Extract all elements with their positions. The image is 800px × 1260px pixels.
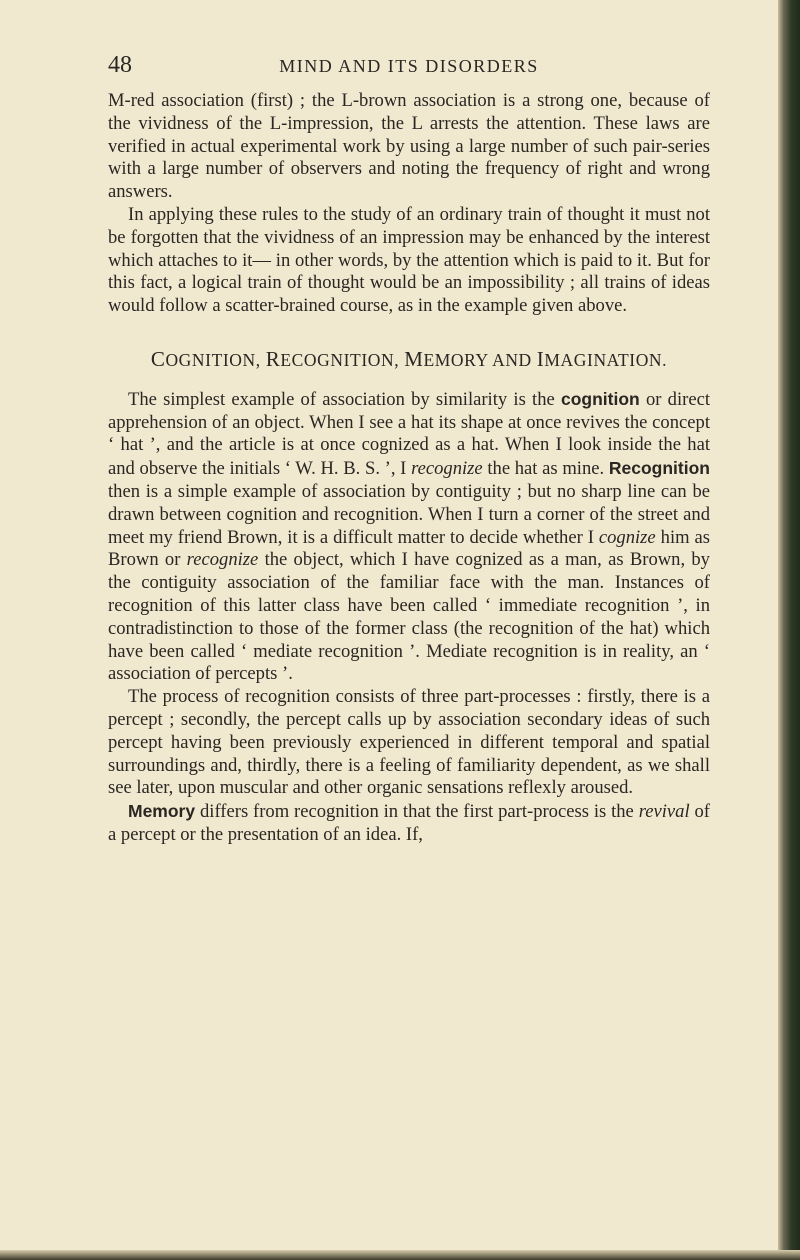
text-run: The simplest example of association by similarity is the <box>128 388 555 410</box>
paragraph-3 <box>108 388 710 686</box>
running-title: MIND AND ITS DISORDERS <box>279 56 539 76</box>
emphasis: revival <box>638 801 690 823</box>
section-heading <box>108 348 710 372</box>
page-number: 48 <box>108 52 132 78</box>
page-edge-shadow <box>778 0 800 1260</box>
body-text <box>108 90 710 847</box>
page-bottom-edge <box>0 1250 800 1260</box>
text-run: the object, which I have cognized as a man, as Brown, by the contiguity association of the familiar face with the man. Instances of recognition of this latter class have been called ‘ immediate recognition ’, in contradistinction to those of the former class (the recognition of the hat) which have been called ‘ mediate recognition ’. Mediate recognition is in reality, an ‘ association of percepts ’. <box>108 549 710 685</box>
text-run: differs from recognition in that the first part-process is the <box>199 801 634 823</box>
heading-initial: I <box>536 346 545 371</box>
emphasis: recognize <box>411 458 483 480</box>
text-run: him as Brown or <box>108 526 710 571</box>
heading-initial: M <box>404 346 424 371</box>
heading-word: OGNITION, <box>165 349 261 370</box>
emphasis: recognize <box>186 549 259 571</box>
text-run: then is a simple example of association by contiguity ; but no sharp line can be drawn between cognition and recognition. When I turn a corner of the street and meet my friend Brown, it is a difficult matter to decide whether I <box>108 480 710 548</box>
term-recognition: Recognition <box>608 458 710 479</box>
page-header <box>108 52 710 82</box>
text-run: the hat as mine. <box>487 458 605 480</box>
paragraph-1: M-red association (first) ; the L-brown association is a strong one, because of the vividness of the L-impression, the L arrests the attention. These laws are verified in actual experimental work by using a large number of such pair-series with a large number of observers and noting the frequency of right and wrong answers. <box>108 90 710 203</box>
heading-word: EMORY AND <box>423 349 532 370</box>
heading-word: ECOGNITION, <box>280 349 400 370</box>
heading-initial: C <box>150 346 166 371</box>
text-run: of a percept or the presentation of an idea. If, <box>108 801 710 845</box>
emphasis: cognize <box>598 526 656 548</box>
paragraph-4: The process of recognition consists of three part-processes : firstly, there is a percept ; secondly, the percept calls up by association secondary ideas of such percept having been previously experienced in different temporal and spatial surroundings and, thirdly, there is a feeling of familiarity dependent, as we shall see later, upon muscular and other organic sensations reflexly aroused. <box>108 686 710 799</box>
term-cognition: cognition <box>560 388 640 409</box>
paragraph-5 <box>108 800 710 847</box>
text-run: or direct apprehension of an object. When I see a hat its shape at once revives the concept ‘ hat ’, and the article is at once cognized as a hat. When I look inside the hat and observe the initials ‘ W. H. B. S. ’, I <box>108 388 710 480</box>
heading-word: MAGINATION. <box>544 349 668 370</box>
term-memory: Memory <box>128 801 196 822</box>
heading-initial: R <box>265 346 281 371</box>
paragraph-2: In applying these rules to the study of an ordinary train of thought it must not be forgotten that the vividness of an impression may be enhanced by the interest which attaches to it— in other words, by the attention which is paid to it. But for this fact, a logical train of thought would be an impossibility ; all trains of ideas would follow a scatter-brained course, as in the example given above. <box>108 203 710 317</box>
